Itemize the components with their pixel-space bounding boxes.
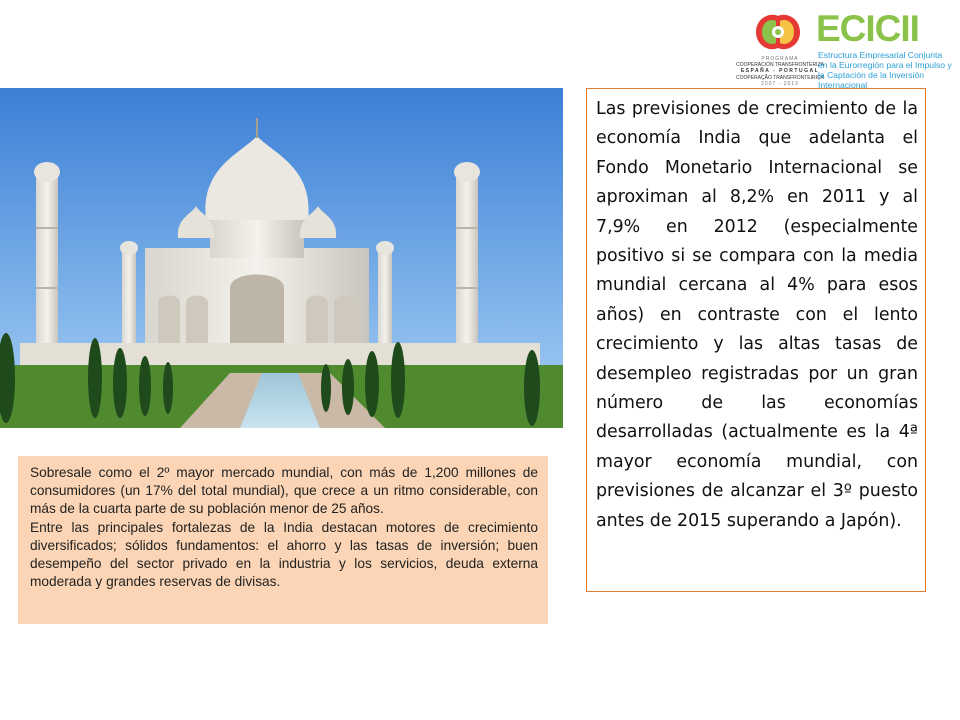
growth-forecast-text: Las previsiones de crecimiento de la economía India que adelanta el Fondo Monetario Internacional se aproximan al 8,2% en 2011 y al 7,9% en 2012 (especialmente positivo si se compara con la media mundial cercana al 4% para esos años) en contraste con el lento crecimiento y las altas tasas de desempleo registradas por un gran número de las economías desarrolladas (actualmente es la 4ª mayor economía mundial, con previsiones de alcanzar el 3º puesto antes de 2015 superando a Japón).: [586, 88, 926, 592]
program-line-4: COOPERAÇÃO TRANSFRONTEIRIÇA: [736, 74, 824, 81]
taj-mahal-photo: [0, 88, 563, 428]
program-text: [736, 56, 824, 87]
logo: [736, 8, 952, 90]
program-line-2: COOPERACIÓN TRANSFRONTERIZA: [736, 62, 824, 69]
cooperation-program-logo-icon: [748, 10, 806, 54]
taj-mahal-photo-icon: [0, 88, 563, 428]
brand-subtitle: Estructura Empresarial Conjunta en la Eurorregión para el Impulso y la Captación de la Inversión Internacional: [818, 50, 952, 90]
market-summary-box: [18, 456, 548, 624]
summary-paragraph-1: Sobresale como el 2º mayor mercado mundial, con más de 1,200 millones de consumidores (un 17% del total mundial), que crece a un ritmo considerable, con más de la cuarta parte de su población menor de 25 años.: [30, 465, 538, 517]
program-line-5: 2007 - 2013: [761, 80, 799, 87]
program-line-3: ESPAÑA - PORTUGAL: [740, 68, 820, 75]
brand-name: ECICII: [816, 8, 919, 49]
program-line-1: PROGRAMA: [761, 56, 799, 62]
summary-paragraph-2: Entre las principales fortalezas de la India destacan motores de crecimiento diversificados; sólidos fundamentos: el ahorro y las tasas de inversión; buen desempeño del sector privado en la industria y los servicios, deuda externa moderada y grandes reservas de divisas.: [30, 519, 538, 590]
